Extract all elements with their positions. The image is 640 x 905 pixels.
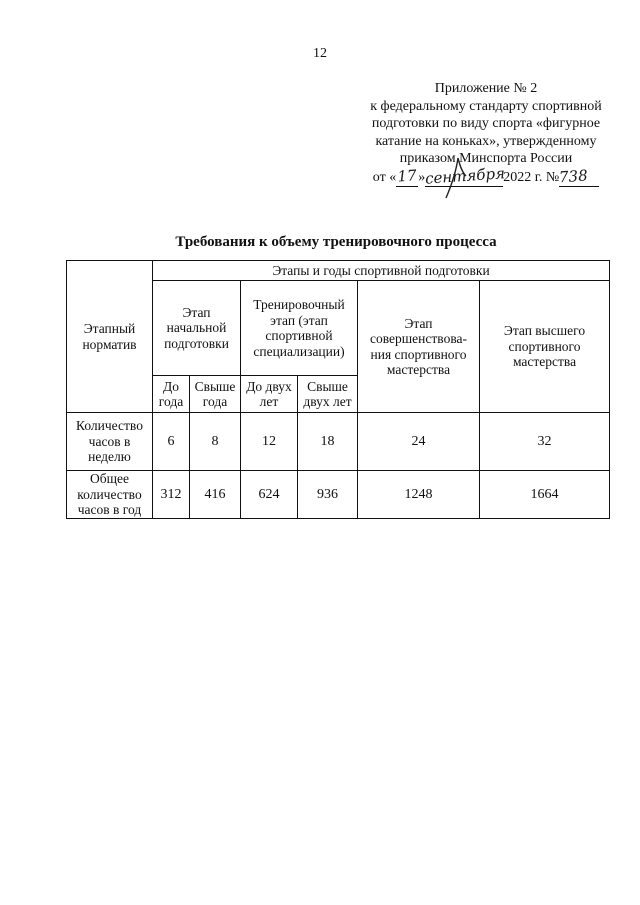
stage-header: Этап совершенствова-ния спортивного мастерства (358, 281, 480, 413)
appendix-line: к федеральному стандарту спортивной (370, 98, 602, 114)
stage-header: Этап начальной подготовки (153, 281, 241, 376)
stage-header: Тренировочный этап (этап спортивной специализации) (241, 281, 358, 376)
row-label: Общее количество часов в год (67, 471, 153, 519)
table-cell: 312 (153, 471, 190, 519)
sub-header: До двух лет (241, 376, 298, 413)
order-date-line (355, 163, 617, 188)
requirements-table-wrap (66, 260, 609, 519)
table-cell: 6 (153, 413, 190, 471)
appendix-block (355, 80, 617, 187)
stage-header: Этап высшего спортивного мастерства (480, 281, 610, 413)
row-label: Количество часов в неделю (67, 413, 153, 471)
document-title: Требования к объему тренировочного процесса (175, 234, 497, 250)
table-cell: 24 (358, 413, 480, 471)
page-number: 12 (313, 46, 327, 61)
table-row (67, 471, 610, 519)
table-cell: 8 (190, 413, 241, 471)
sub-header: До года (153, 376, 190, 413)
table-cell: 1248 (358, 471, 480, 519)
table-row (67, 413, 610, 471)
requirements-table (66, 260, 610, 519)
appendix-line: Приложение № 2 (434, 81, 538, 96)
date-prefix: от « (372, 169, 397, 185)
handwritten-month: сентября (424, 163, 506, 188)
date-year: 2022 г. № (503, 169, 560, 185)
table-cell: 936 (298, 471, 358, 519)
handwritten-order-number: 738 (558, 165, 589, 186)
sub-header: Свыше года (190, 376, 241, 413)
table-cell: 12 (241, 413, 298, 471)
appendix-line: приказом Минспорта России (399, 151, 573, 166)
table-cell: 32 (480, 413, 610, 471)
sub-header: Свыше двух лет (298, 376, 358, 413)
table-cell: 416 (190, 471, 241, 519)
table-cell: 18 (298, 413, 358, 471)
handwritten-day: 17 (397, 165, 418, 186)
appendix-line: катание на коньках», утвержденному (375, 133, 597, 149)
row-header-cell: Этапный норматив (67, 261, 153, 413)
table-cell: 1664 (480, 471, 610, 519)
date-mid: » (418, 169, 426, 185)
group-header-cell: Этапы и годы спортивной подготовки (153, 261, 610, 281)
appendix-line: подготовки по виду спорта «фигурное (371, 116, 601, 131)
table-cell: 624 (241, 471, 298, 519)
